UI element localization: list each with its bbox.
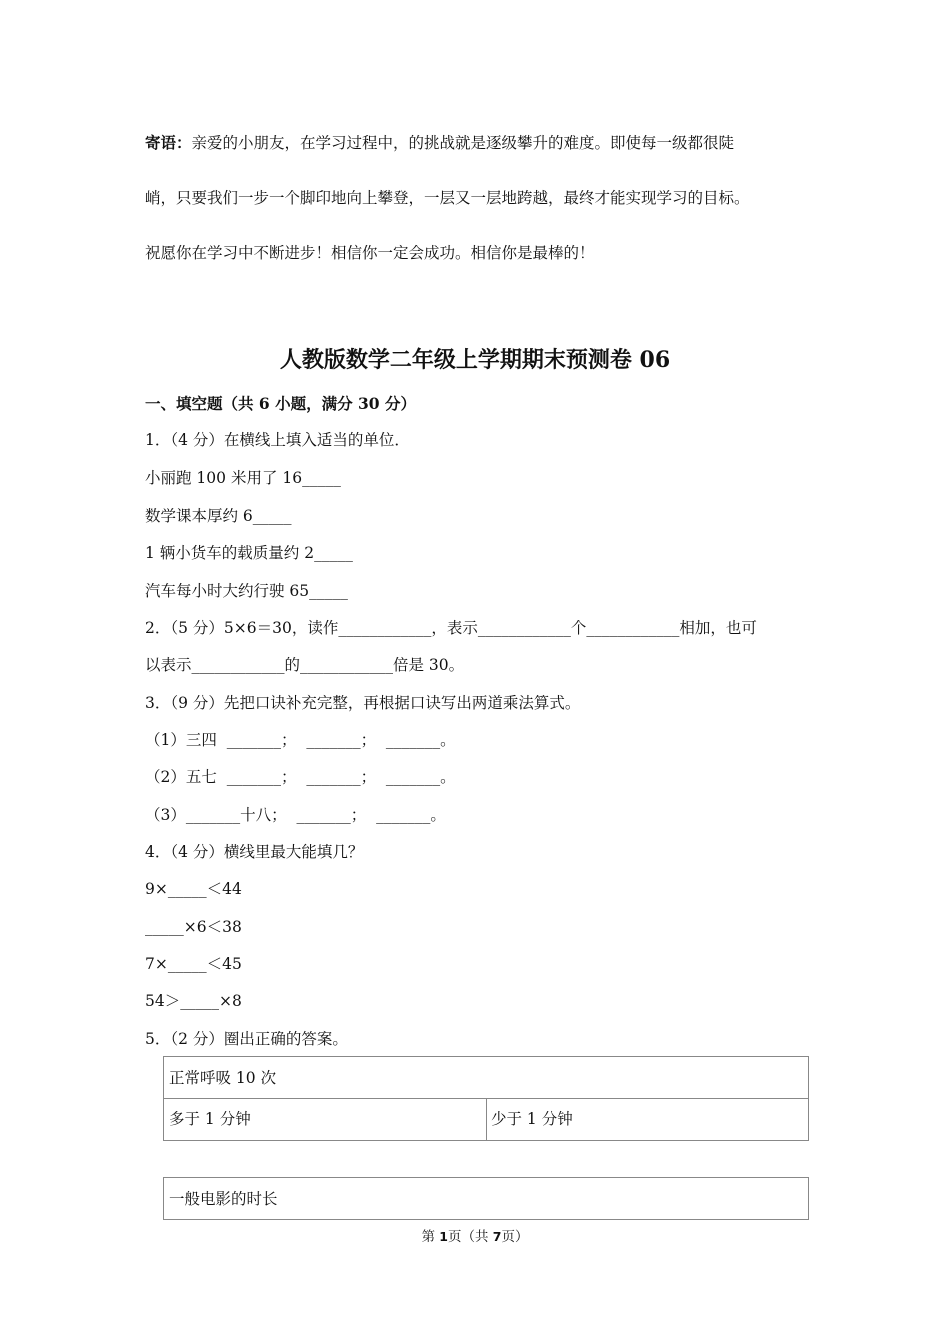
preface-line-3: 祝愿你在学习中不断进步！相信你一定会成功。相信你是最棒的！ xyxy=(145,244,595,262)
q4-item-2: _____×6＜38 xyxy=(145,918,242,936)
q4-item-4: 54＞_____×8 xyxy=(145,992,242,1010)
footer-page-number: 1 xyxy=(439,1229,448,1244)
q3-item-3: （3）_______十八； _______； _______。 xyxy=(145,806,446,824)
q4-item-3: 7×_____＜45 xyxy=(145,955,242,973)
table-1-header: 正常呼吸 10 次 xyxy=(169,1069,277,1087)
q5-table-1 xyxy=(163,1056,809,1141)
footer-prefix: 第 xyxy=(421,1229,440,1245)
q3-stem: 3．（9 分）先把口诀补充完整，再根据口诀写出两道乘法算式。 xyxy=(145,694,581,712)
page-footer xyxy=(0,1228,950,1246)
q4-stem: 4．（4 分）横线里最大能填几？ xyxy=(145,843,364,861)
q2-line-2: 以表示____________的____________倍是 30。 xyxy=(145,656,465,674)
q1-item-3: 1 辆小货车的载质量约 2_____ xyxy=(145,544,353,562)
q3-item-1: （1）三四 _______； _______； _______。 xyxy=(145,731,456,749)
q3-item-2: （2）五七 _______； _______； _______。 xyxy=(145,768,456,786)
footer-total-pages: 7 xyxy=(492,1229,502,1244)
page-title: 人教版数学二年级上学期期末预测卷 06 xyxy=(279,347,671,373)
section-heading: 一、填空题（共 6 小题，满分 30 分） xyxy=(145,394,416,413)
preface-text-1: 亲爱的小朋友，在学习过程中，的挑战就是逐级攀升的难度。即使每一级都很陡 xyxy=(191,134,735,152)
table-2-header: 一般电影的时长 xyxy=(169,1190,278,1208)
preface-line-1 xyxy=(145,133,734,153)
q1-stem: 1．（4 分）在横线上填入适当的单位． xyxy=(145,431,410,449)
q5-stem: 5．（2 分）圈出正确的答案。 xyxy=(145,1030,348,1048)
table-1-option-left: 多于 1 分钟 xyxy=(169,1110,251,1128)
footer-suffix: 页） xyxy=(501,1229,529,1245)
q1-item-1: 小丽跑 100 米用了 16_____ xyxy=(145,469,341,487)
q1-item-4: 汽车每小时大约行驶 65_____ xyxy=(145,582,348,600)
q4-item-1: 9×_____＜44 xyxy=(145,880,242,898)
q5-table-2 xyxy=(163,1177,809,1220)
table-1-option-right: 少于 1 分钟 xyxy=(491,1110,573,1128)
preface-label: 寄语： xyxy=(145,133,192,152)
preface-line-2: 峭，只要我们一步一个脚印地向上攀登，一层又一层地跨越，最终才能实现学习的目标。 xyxy=(145,189,750,207)
q2-line-1: 2．（5 分）5×6＝30，读作____________，表示____________个____________相加，也可 xyxy=(145,619,757,637)
table-1-col-divider xyxy=(486,1099,487,1140)
q1-item-2: 数学课本厚约 6_____ xyxy=(145,507,292,525)
footer-middle: 页（共 xyxy=(448,1229,493,1245)
